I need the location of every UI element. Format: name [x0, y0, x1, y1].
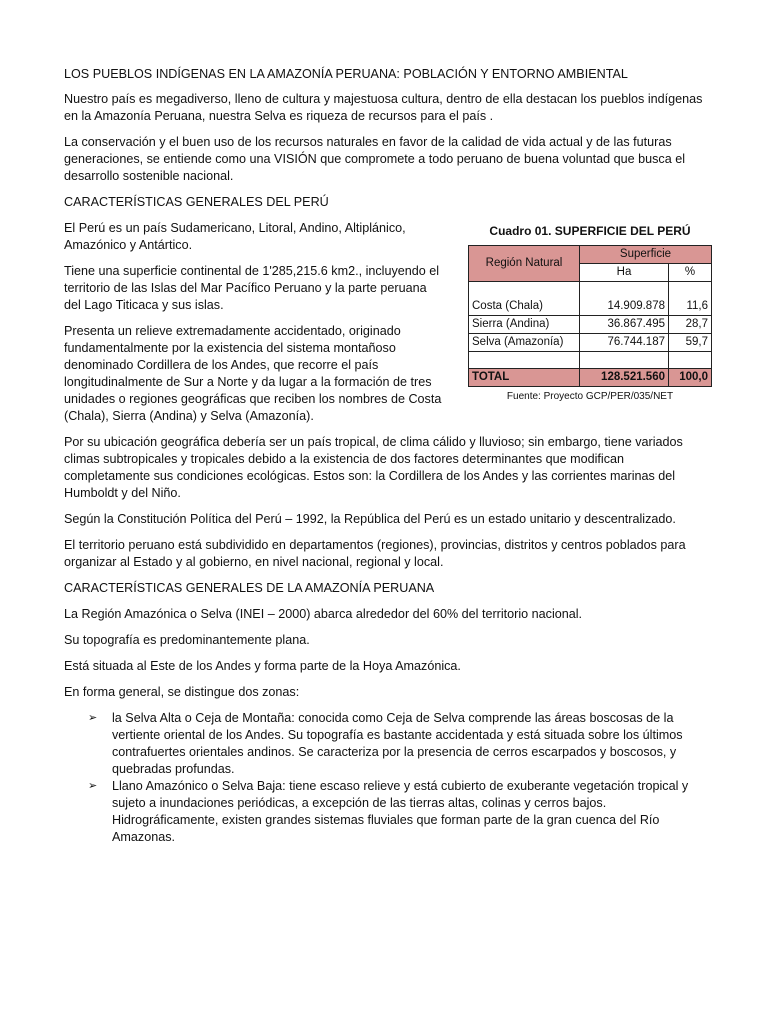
surface-table — [468, 245, 712, 387]
table-row — [469, 316, 712, 334]
ha-cell: 36.867.495 — [580, 316, 669, 334]
header-pct: % — [669, 264, 712, 282]
peru-wrapped-text — [64, 220, 446, 425]
table-total-row — [469, 369, 712, 387]
body-paragraph: Presenta un relieve extremadamente accidentado, originado fundamentalmente por la existencia del sistema montañoso denominado Cordillera de los Andes, que recorre el país longitudinalmente de Sur a Norte y da lugar a la formación de tres unidades o regiones geográficas que reciben los nombres de Costa (Chala), Sierra (Andina) y Selva (Amazonía). — [64, 324, 442, 423]
ha-cell: 76.744.187 — [580, 334, 669, 352]
header-region: Región Natural — [469, 246, 580, 282]
document-title: LOS PUEBLOS INDÍGENAS EN LA AMAZONÍA PERUANA: POBLACIÓN Y ENTORNO AMBIENTAL — [64, 67, 628, 81]
region-cell: Selva (Amazonía) — [469, 334, 580, 352]
pct-cell: 28,7 — [669, 316, 712, 334]
table-source: Fuente: Proyecto GCP/PER/035/NET — [506, 391, 674, 402]
header-superficie: Superficie — [580, 246, 712, 264]
body-paragraph: Por su ubicación geográfica debería ser un país tropical, de clima cálido y lluvioso; sin embargo, tiene variados climas subtropicales y tropicales debido a la existencia de dos factores determinantes que modifican completamente sus condiciones ecológicas. Estos son: la Cordillera de los Andes y las corrientes marinas del Humboldt y del Niño. — [64, 435, 683, 500]
body-paragraph: Tiene una superficie continental de 1'285,215.6 km2., incluyendo el territorio de las Islas del Mar Pacífico Peruano y la parte peruana del Lago Titicaca y sus islas. — [64, 264, 440, 312]
list-item-text: Llano Amazónico o Selva Baja: tiene escaso relieve y está cubierto de exuberante vegetación tropical y sujeto a inundaciones periódicas, a excepción de las tierras altas, colinas y cerros bajos. Hidrográficamente, existen grandes sistemas fluviales que forman parte de la gran cuenca del Río Amazonas. — [112, 779, 689, 844]
table-row — [469, 334, 712, 352]
body-paragraph: Su topografía es predominantemente plana. — [64, 633, 310, 647]
pct-cell: 59,7 — [669, 334, 712, 352]
section-heading-peru: CARACTERÍSTICAS GENERALES DEL PERÚ — [64, 195, 329, 209]
pct-cell: 11,6 — [669, 298, 712, 316]
section-heading-amazonia: CARACTERÍSTICAS GENERALES DE LA AMAZONÍA PERUANA — [64, 581, 435, 595]
surface-table-block — [468, 220, 712, 405]
arrow-bullet-icon: ➢ — [88, 712, 98, 724]
region-cell: Sierra (Andina) — [469, 316, 580, 334]
table-row — [469, 298, 712, 316]
ha-cell: 14.909.878 — [580, 298, 669, 316]
table-spacer-row — [469, 352, 712, 369]
body-paragraph: Está situada al Este de los Andes y forma parte de la Hoya Amazónica. — [64, 659, 461, 673]
list-item-text: la Selva Alta o Ceja de Montaña: conocida como Ceja de Selva comprende las áreas boscosas de la vertiente oriental de los Andes. Su topografía es bastante accidentada y está situada sobre los últimos contrafuertes orientales andinos. Se caracteriza por la presencia de cerros escarpados y boscosos, y quebradas profundas. — [112, 711, 683, 776]
table-spacer-row — [469, 282, 712, 299]
intro-paragraph: Nuestro país es megadiverso, lleno de cultura y majestuosa cultura, dentro de ella destacan los pueblos indígenas en la Amazonía Peruana, nuestra Selva es riqueza de recursos para el país . — [64, 92, 703, 123]
peru-text-and-table — [64, 220, 708, 425]
body-paragraph: La Región Amazónica o Selva (INEI – 2000) abarca alrededor del 60% del territorio nacional. — [64, 607, 583, 621]
document-page — [64, 66, 708, 846]
body-paragraph: En forma general, se distingue dos zonas: — [64, 685, 300, 699]
list-item — [88, 710, 704, 778]
body-paragraph: El territorio peruano está subdividido en departamentos (regiones), provincias, distritos y centros poblados para organizar al Estado y al gobierno, en nivel nacional, regional y local. — [64, 538, 686, 569]
arrow-bullet-icon: ➢ — [88, 780, 98, 792]
total-ha: 128.521.560 — [580, 369, 669, 387]
header-ha: Ha — [580, 264, 669, 282]
total-label: TOTAL — [469, 369, 580, 387]
table-caption: Cuadro 01. SUPERFICIE DEL PERÚ — [489, 224, 691, 238]
list-item — [88, 778, 704, 846]
body-paragraph: Según la Constitución Política del Perú – 1992, la República del Perú es un estado unitario y descentralizado. — [64, 512, 676, 526]
total-pct: 100,0 — [669, 369, 712, 387]
body-paragraph: El Perú es un país Sudamericano, Litoral, Andino, Altiplánico, Amazónico y Antártico. — [64, 221, 406, 252]
region-cell: Costa (Chala) — [469, 298, 580, 316]
zones-list — [64, 710, 704, 846]
intro-paragraph: La conservación y el buen uso de los recursos naturales en favor de la calidad de vida actual y de las futuras generaciones, se entiende como una VISIÓN que compromete a todo peruano de buena voluntad que busca el desarrollo sostenible nacional. — [64, 135, 686, 183]
